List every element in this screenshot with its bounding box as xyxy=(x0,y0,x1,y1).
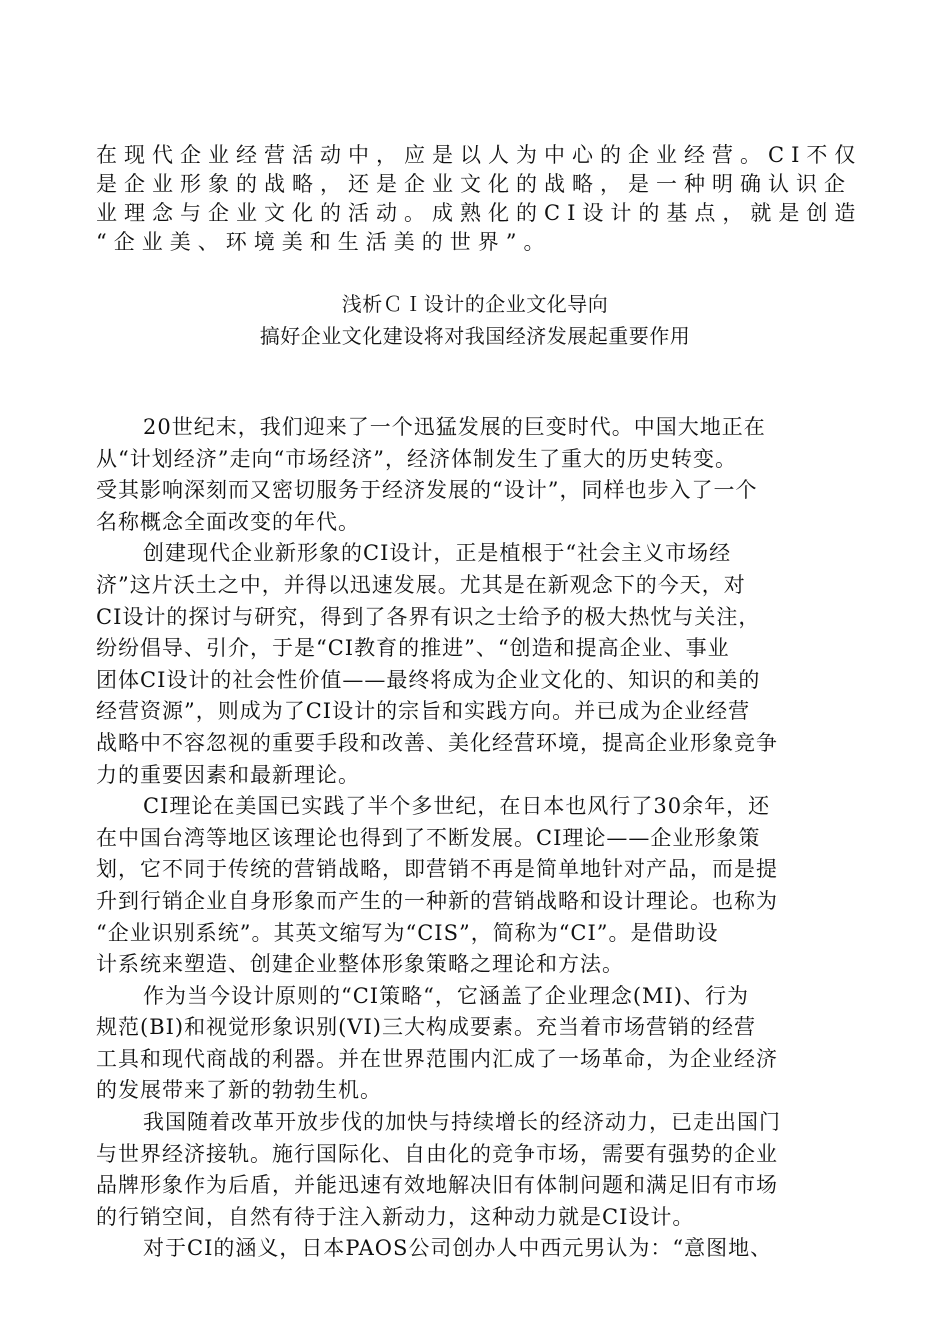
intro-line: 是企业形象的战略，还是企业文化的战略，是一种明确认识企 xyxy=(96,172,852,196)
body-line: 创建现代企业新形象的CI设计，正是植根于“社会主义市场经 xyxy=(143,541,732,566)
body-line: 经营资源”，则成为了CI设计的宗旨和实践方向。并已成为企业经营 xyxy=(96,699,751,724)
body-line: 的行销空间，自然有待于注入新动力，这种动力就是CI设计。 xyxy=(96,1204,695,1229)
body-line: 20世纪末，我们迎来了一个迅猛发展的巨变时代。中国大地正在 xyxy=(143,415,766,439)
body-line: 与世界经济接轨。施行国际化、自由化的竞争市场，需要有强势的企业 xyxy=(96,1141,778,1166)
body-line: CI设计的探讨与研究，得到了各界有识之士给予的极大热忱与关注， xyxy=(96,604,761,629)
intro-line: 业理念与企业文化的活动。成熟化的CI设计的基点，就是创造 xyxy=(96,201,863,225)
body-line: 作为当今设计原则的“CI策略“，它涵盖了企业理念(MI)、行为 xyxy=(143,983,750,1008)
article-title: 浅析ＣＩ设计的企业文化导向 xyxy=(341,292,609,316)
body-line: 品牌形象作为后盾，并能迅速有效地解决旧有体制问题和满足旧有市场 xyxy=(96,1173,778,1198)
body-line: 的发展带来了新的勃勃生机。 xyxy=(96,1078,382,1103)
body-line: 计系统来塑造、创建企业整体形象策略之理论和方法。 xyxy=(96,952,624,977)
article-body xyxy=(96,412,866,1265)
body-line: 对于CI的涵义，日本PAOS公司创办人中西元男认为：“意图地、 xyxy=(143,1236,773,1261)
intro-line: 在现代企业经营活动中，应是以人为中心的企业经营。CI不仅 xyxy=(96,143,863,167)
body-line: 名称概念全面改变的年代。 xyxy=(96,509,360,534)
body-line: CI理论在美国已实践了半个多世纪，在日本也风行了30余年，还 xyxy=(143,794,771,819)
body-line: 团体CI设计的社会性价值——最终将成为企业文化的、知识的和美的 xyxy=(96,667,761,692)
intro-paragraph xyxy=(96,141,863,257)
body-line: 力的重要因素和最新理论。 xyxy=(96,762,360,787)
article-subtitle: 搞好企业文化建设将对我国经济发展起重要作用 xyxy=(259,324,691,348)
body-line: 在中国台湾等地区该理论也得到了不断发展。CI理论——企业形象策 xyxy=(96,825,761,850)
intro-line: “企业美、环境美和生活美的世界”。 xyxy=(96,230,552,254)
body-line: 受其影响深刻而又密切服务于经济发展的“设计”，同样也步入了一个 xyxy=(96,478,758,503)
body-line: 纷纷倡导、引介，于是“CI教育的推进”、“创造和提高企业、事业 xyxy=(96,636,730,661)
body-line: 工具和现代商战的利器。并在世界范围内汇成了一场革命，为企业经济 xyxy=(96,1046,778,1071)
body-line: 从“计划经济”走向“市场经济”，经济体制发生了重大的历史转变。 xyxy=(96,446,737,471)
body-line: 划，它不同于传统的营销战略，即营销不再是简单地针对产品，而是提 xyxy=(96,857,778,882)
body-line: 济”这片沃土之中，并得以迅速发展。尤其是在新观念下的今天，对 xyxy=(96,572,746,597)
body-line: 战略中不容忽视的重要手段和改善、美化经营环境，提高企业形象竞争 xyxy=(96,730,778,755)
title-block xyxy=(0,288,950,352)
body-line: 规范(BI)和视觉形象识别(VI)三大构成要素。充当着市场营销的经营 xyxy=(96,1015,756,1040)
body-line: “企业识别系统”。其英文缩写为“CIS”，简称为“CI”。是借助设 xyxy=(96,920,719,945)
body-line: 升到行销企业自身形象而产生的一种新的营销战略和设计理论。也称为 xyxy=(96,888,778,913)
body-line: 我国随着改革开放步伐的加快与持续增长的经济动力，已走出国门 xyxy=(143,1110,781,1135)
